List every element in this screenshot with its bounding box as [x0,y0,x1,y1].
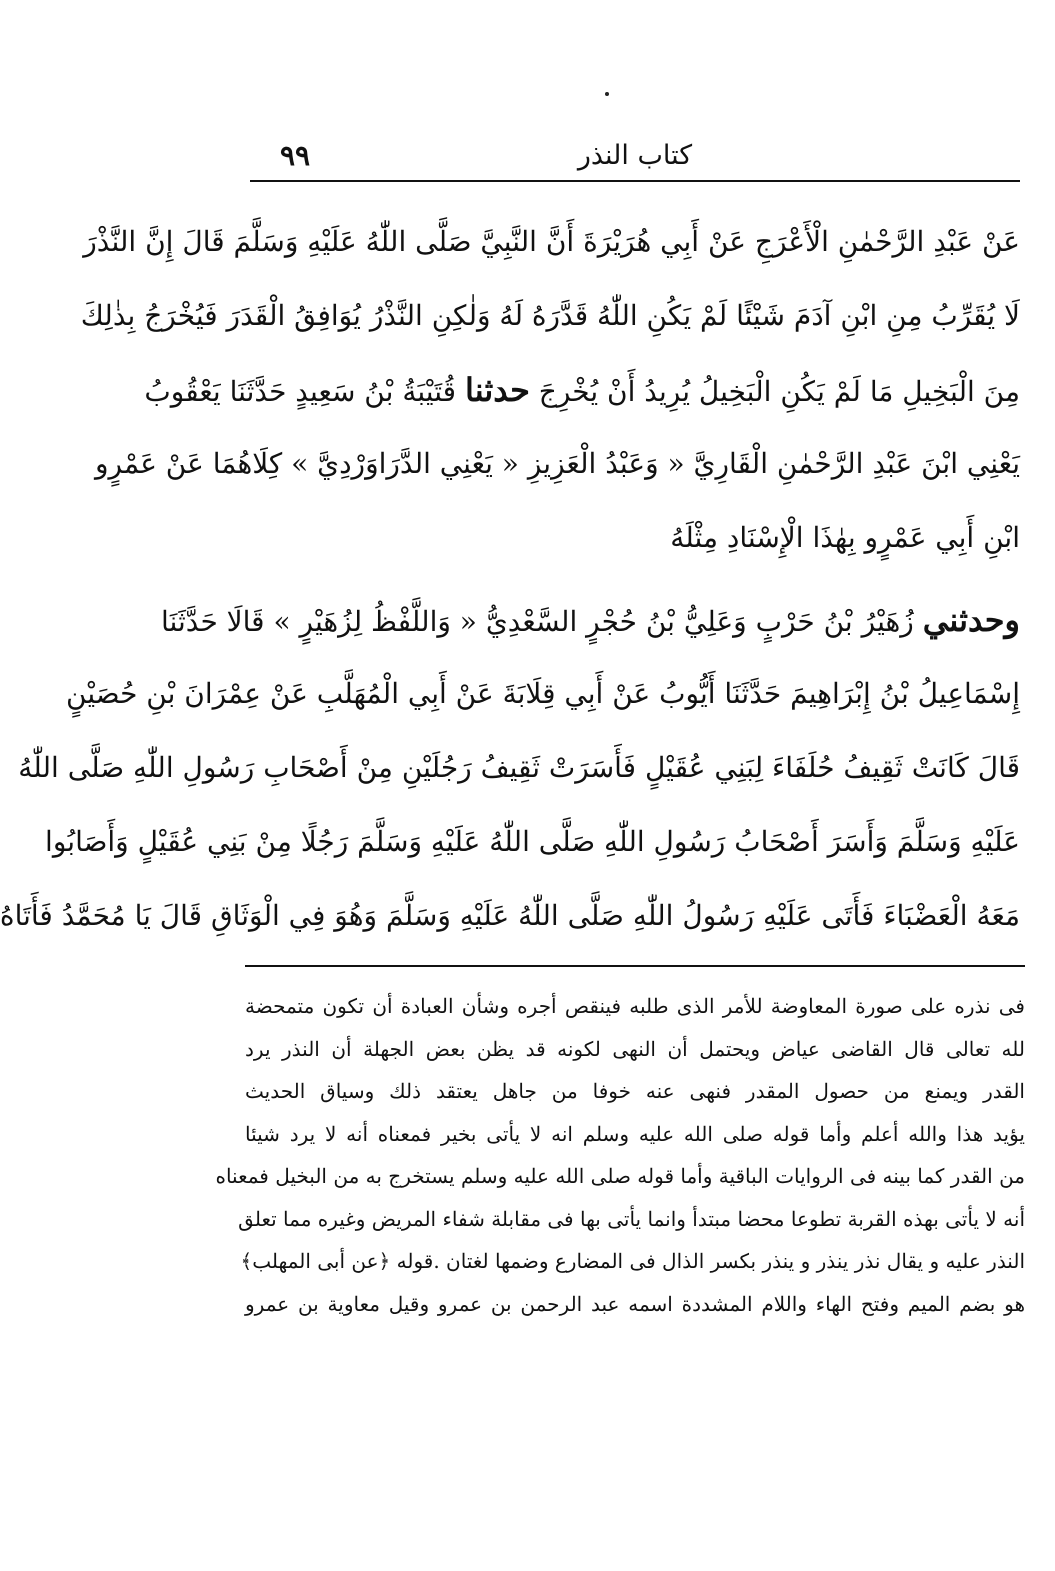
hadith-line: ابْنِ أَبِي عَمْرٍو بِهٰذَا الْإِسْنَادِ مِثْلَهُ [670,521,1020,554]
hadith-line: وحدثني زُهَيْرُ بْنُ حَرْبٍ وَعَلِيُّ بْنُ حُجْرٍ السَّعْدِيُّ « وَاللَّفْظُ لِزُهَيْرٍ » قَالَا حَدَّثَنَا [161,601,1020,639]
commentary-line: أنه لا يأتى بهذه القربة تطوعا محضا مبتدأ وانما يأتى بها فى مقابلة شفاء المريض وغيره مما تعلق [238,1206,1025,1231]
hadith-line: لَا يُقَرِّبُ مِنِ ابْنِ آدَمَ شَيْئًا لَمْ يَكُنِ اللّٰهُ قَدَّرَهُ لَهُ وَلٰكِنِ النَّذْرُ يُوَافِقُ الْقَدَرَ فَيُخْرَجُ بِذٰلِكَ [80,299,1020,332]
page-number: ٩٩ [280,139,311,172]
commentary-line: لله تعالى قال القاضى عياض ويحتمل أن النهى لكونه قد يظن بعض الجهلة أن النذر يرد [245,1036,1025,1061]
hadith-text [0,205,1020,953]
page-title: كتاب النذر [577,140,693,171]
ink-speck [605,92,609,96]
commentary-line: يؤيد هذا والله أعلم وأما قوله صلى الله عليه وسلم انه لا يأتى بخير فمعناه أنه لا يرد شيئا [245,1121,1025,1146]
commentary-line: هو بضم الميم وفتح الهاء واللام المشددة اسمه عبد الرحمن بن عمرو وقيل معاوية بن عمرو [245,1291,1025,1316]
commentary-line: فى نذره على صورة المعاوضة للأمر الذى طلبه فينقص أجره وشأن العبادة أن تكون متمحضة [245,994,1025,1018]
hadith-line: عَلَيْهِ وَسَلَّمَ وَأَسَرَ أَصْحَابُ رَسُولِ اللّٰهِ صَلَّى اللّٰهُ عَلَيْهِ وَسَلَّمَ رَجُلًا مِنْ بَنِي عُقَيْلٍ وَأَصَابُوا [45,825,1020,858]
commentary-rule [245,965,1025,967]
hadith-line: مِنَ الْبَخِيلِ مَا لَمْ يَكُنِ الْبَخِيلُ يُرِيدُ أَنْ يُخْرِجَ حدثنا قُتَيْبَةُ بْنُ سَعِيدٍ حَدَّثَنَا يَعْقُوبُ [144,371,1020,409]
hadith-line: يَعْنِي ابْنَ عَبْدِ الرَّحْمٰنِ الْقَارِيَّ « وَعَبْدُ الْعَزِيزِ « يَعْنِي الدَّرَاوَرْدِيَّ » كِلَاهُمَا عَنْ عَمْرٍو [95,447,1020,480]
header-rule [250,180,1020,182]
commentary-text [215,985,1025,1325]
page-header [250,136,1020,176]
narration-marker: وحدثني [922,601,1020,639]
commentary-line: النذر عليه و يقال نذر ينذر و ينذر بكسر الذال فى المضارع وضمها لغتان .قوله ﴿عن أبى المهلب﴾ [240,1249,1025,1273]
narration-marker: حدثنا [464,371,530,409]
commentary-line: القدر ويمنع من حصول المقدر فنهى عنه خوفا من جاهل يعتقد ذلك وسياق الحديث [245,1079,1025,1103]
hadith-line: عَنْ عَبْدِ الرَّحْمٰنِ الْأَعْرَجِ عَنْ أَبِي هُرَيْرَةَ أَنَّ النَّبِيَّ صَلَّى اللّٰهُ عَلَيْهِ وَسَلَّمَ قَالَ إِنَّ النَّذْرَ [83,225,1020,258]
hadith-line: إِسْمَاعِيلُ بْنُ إِبْرَاهِيمَ حَدَّثَنَا أَيُّوبُ عَنْ أَبِي قِلَابَةَ عَنْ أَبِي الْمُهَلَّبِ عَنْ عِمْرَانَ بْنِ حُصَيْنٍ [66,677,1020,710]
commentary-line: من القدر كما بينه فى الروايات الباقية وأما قوله صلى الله عليه وسلم يستخرج به من البخيل فمعناه [215,1164,1025,1188]
hadith-line: مَعَهُ الْعَضْبَاءَ فَأَتَى عَلَيْهِ رَسُولُ اللّٰهِ صَلَّى اللّٰهُ عَلَيْهِ وَسَلَّمَ وَهُوَ فِي الْوَثَاقِ قَالَ يَا مُحَمَّدُ فَأَتَاهُ [0,899,1020,932]
hadith-line: قَالَ كَانَتْ ثَقِيفُ حُلَفَاءَ لِبَنِي عُقَيْلٍ فَأَسَرَتْ ثَقِيفُ رَجُلَيْنِ مِنْ أَصْحَابِ رَسُولِ اللّٰهِ صَلَّى اللّٰهُ [18,751,1020,784]
